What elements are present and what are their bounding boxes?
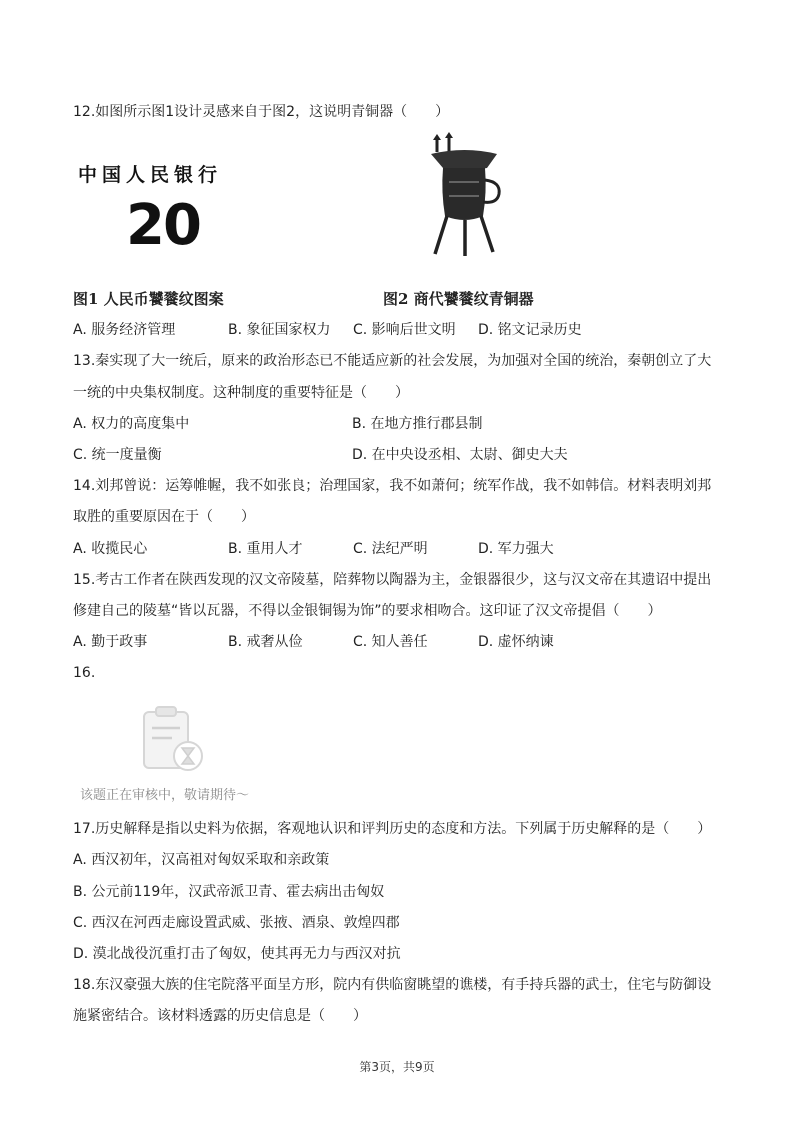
q13-stem-line2: 一统的中央集权制度。这种制度的重要特征是（ ） <box>73 385 409 401</box>
pending-review-icon <box>138 704 210 776</box>
q17-option-b: B. 公元前119年，汉武帝派卫青、霍去病出击匈奴 <box>73 884 385 900</box>
page-footer: 第3页，共9页 <box>359 1060 435 1074</box>
q12-option-b: B. 象征国家权力 <box>228 322 331 338</box>
q13-stem-line1: 13.秦实现了大一统后，原来的政治形态已不能适应新的社会发展，为加强对全国的统治，秦朝创立了大 <box>73 353 712 369</box>
q17-option-c: C. 西汉在河西走廊设置武威、张掖、酒泉、敦煌四郡 <box>73 915 400 931</box>
q14-option-d: D. 军力强大 <box>478 541 554 557</box>
figure-1-banknote <box>78 158 278 268</box>
q15-stem-line2: 修建自己的陵墓“皆以瓦器，不得以金银铜锡为饰”的要求相吻合。这印证了汉文帝提倡（ ） <box>73 603 662 619</box>
q14-stem-line2: 取胜的重要原因在于（ ） <box>73 509 255 525</box>
q14-stem-line1: 14.刘邦曾说：运筹帷幄，我不如张良；治理国家，我不如萧何；统军作战，我不如韩信。材料表明刘邦 <box>73 478 712 494</box>
q12-option-a: A. 服务经济管理 <box>73 322 176 338</box>
q15-option-a: A. 勤于政事 <box>73 634 148 650</box>
figure-2-caption: 图2 商代饕餮纹青铜器 <box>383 290 534 308</box>
q17-stem: 17.历史解释是指以史料为依据，客观地认识和评判历史的态度和方法。下列属于历史解释的是（ ） <box>73 821 712 837</box>
q13-option-c: C. 统一度量衡 <box>73 447 162 463</box>
q12-option-d: D. 铭文记录历史 <box>478 322 582 338</box>
q15-option-b: B. 戒奢从俭 <box>228 634 303 650</box>
q18-stem-line2: 施紧密结合。该材料透露的历史信息是（ ） <box>73 1008 367 1024</box>
q12-option-c: C. 影响后世文明 <box>353 322 456 338</box>
q18-stem-line1: 18.东汉豪强大族的住宅院落平面呈方形，院内有供临窗眺望的谯楼，有手持兵器的武士，住宅与防御设 <box>73 977 712 993</box>
q14-option-b: B. 重用人才 <box>228 541 303 557</box>
banknote-text: 中国人民银行 <box>78 164 223 186</box>
figure-2-bronze-vessel <box>425 132 505 257</box>
q13-option-b: B. 在地方推行郡县制 <box>352 416 483 432</box>
q14-option-a: A. 收揽民心 <box>73 541 148 557</box>
q14-option-c: C. 法纪严明 <box>353 541 428 557</box>
pending-review-text: 该题正在审核中，敬请期待～ <box>80 788 250 803</box>
q15-option-c: C. 知人善任 <box>353 634 428 650</box>
bronze-vessel-icon <box>425 132 505 257</box>
q16-number: 16. <box>73 665 96 681</box>
banknote-number: 20 <box>126 193 200 258</box>
q17-option-a: A. 西汉初年，汉高祖对匈奴采取和亲政策 <box>73 852 330 868</box>
q13-option-a: A. 权力的高度集中 <box>73 416 190 432</box>
q12-stem: 12.如图所示图1设计灵感来自于图2，这说明青铜器（ ） <box>73 104 450 120</box>
figure-1-caption: 图1 人民币饕餮纹图案 <box>73 290 224 308</box>
q15-option-d: D. 虚怀纳谏 <box>478 634 554 650</box>
q17-option-d: D. 漠北战役沉重打击了匈奴，使其再无力与西汉对抗 <box>73 946 401 962</box>
q13-option-d: D. 在中央设丞相、太尉、御史大夫 <box>352 447 568 463</box>
q15-stem-line1: 15.考古工作者在陕西发现的汉文帝陵墓，陪葬物以陶器为主，金银器很少，这与汉文帝在其遗诏中提出 <box>73 572 712 588</box>
